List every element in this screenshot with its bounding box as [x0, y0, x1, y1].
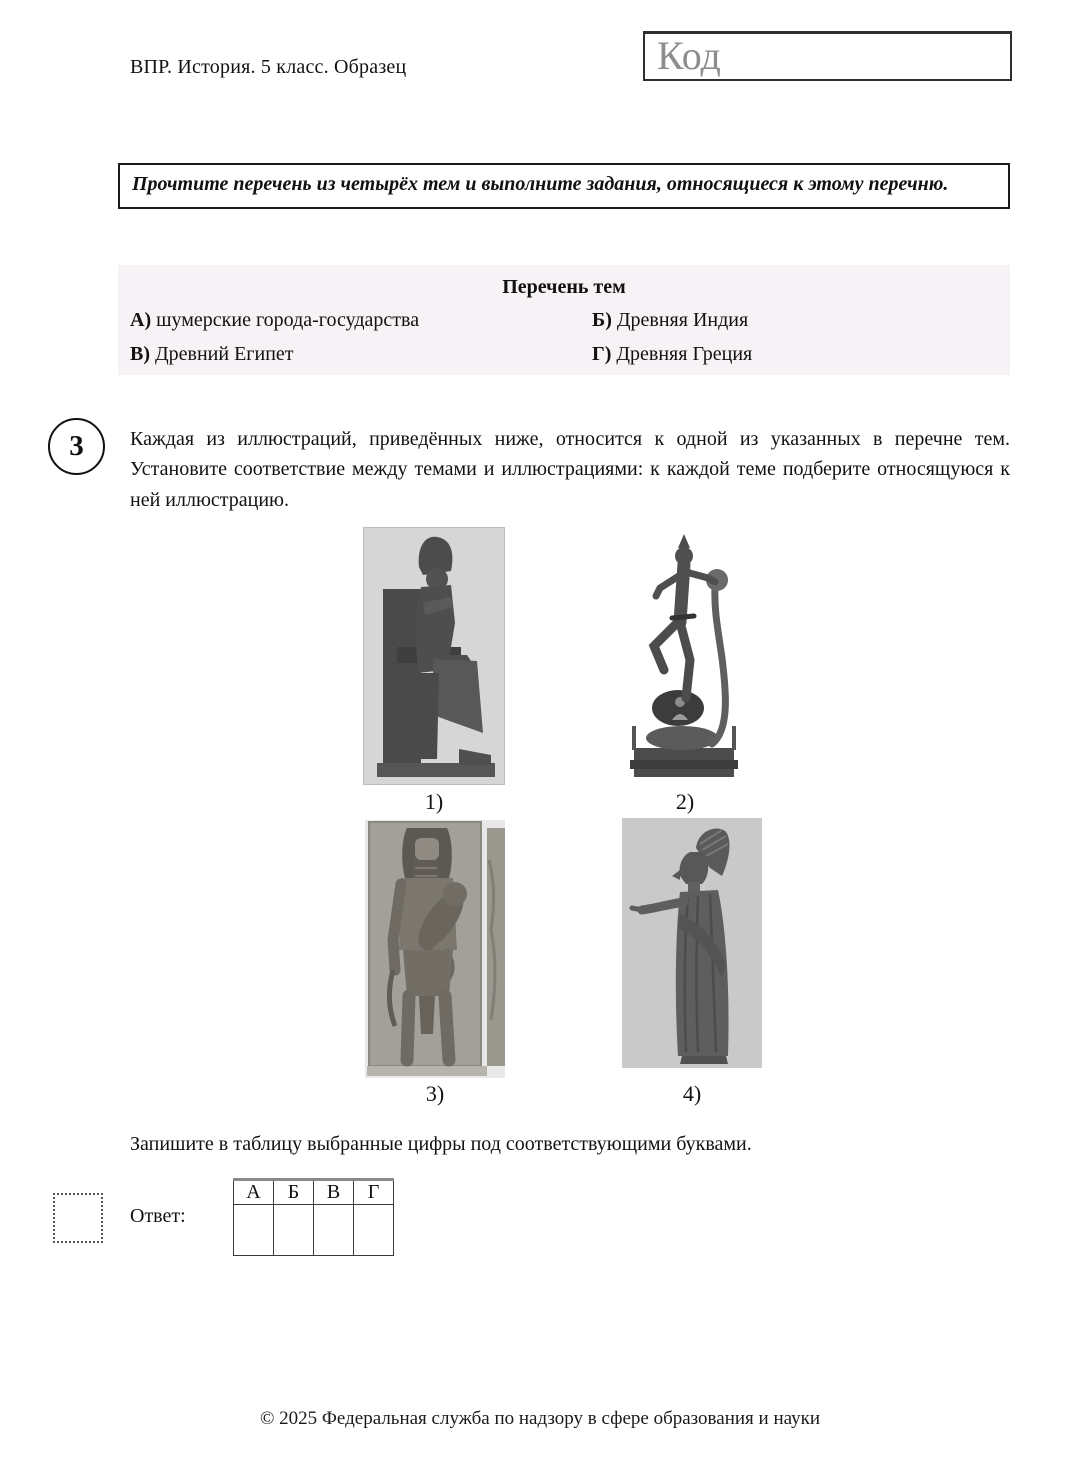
answer-table-header-row [234, 1180, 394, 1205]
answer-col-header-b: Б [274, 1180, 314, 1205]
copyright-footer: © 2025 Федеральная служба по надзору в сфере образования и науки [259, 1408, 820, 1429]
answer-cell-a[interactable] [234, 1205, 274, 1256]
answer-col-header-v: В [314, 1180, 354, 1205]
answer-col-header-a: А [234, 1180, 274, 1205]
answer-cell-g[interactable] [354, 1205, 394, 1256]
figure-3 [365, 820, 505, 1078]
mesopotamian-relief-hero-lion-image [365, 820, 505, 1078]
answer-table [233, 1178, 394, 1256]
topic-letter: Б) [592, 309, 612, 331]
figure-4-label: 4) [682, 1081, 702, 1106]
topics-grid [130, 309, 998, 366]
page-title: ВПР. История. 5 класс. Образец [130, 56, 407, 78]
figure-2 [620, 530, 750, 785]
topic-text: шумерские города-государства [156, 309, 420, 331]
topic-item-a [130, 309, 592, 332]
figure-2-label: 2) [675, 789, 695, 814]
figure-1-label: 1) [424, 789, 444, 814]
answer-cell-b[interactable] [274, 1205, 314, 1256]
figure-4 [622, 818, 762, 1078]
question-text: Каждая из иллюстраций, приведённых ниже, относится к одной из указанных в перечне тем. Установите соответствие между темами и иллюстрациями: к каждой теме подберите относящуюся к ней иллюстрацию. [130, 428, 1010, 511]
topic-item-g [592, 343, 998, 366]
topic-letter: А) [130, 309, 152, 331]
figure-3-label: 3) [425, 1081, 445, 1106]
topic-text: Древняя Индия [616, 309, 749, 331]
code-input-box[interactable] [643, 31, 1012, 81]
answer-label: Ответ: [130, 1205, 186, 1227]
topic-item-v [130, 343, 592, 366]
topic-letter: В) [130, 343, 150, 365]
topic-text: Древний Египет [155, 343, 294, 365]
code-box-label: Код [657, 33, 721, 78]
series-instruction-box [118, 163, 1010, 209]
answer-cell-v[interactable] [314, 1205, 354, 1256]
greek-athena-statue-image [622, 818, 762, 1078]
topic-text: Древняя Греция [616, 343, 753, 365]
question-number-badge [48, 418, 105, 475]
figure-1 [363, 527, 505, 785]
answer-table-input-row [234, 1205, 394, 1256]
topic-item-b [592, 309, 998, 332]
score-mark-box [53, 1193, 103, 1243]
answer-col-header-g: Г [354, 1180, 394, 1205]
question-number: 3 [69, 430, 84, 462]
topics-list-panel [118, 265, 1010, 375]
topic-letter: Г) [592, 343, 612, 365]
egyptian-seated-pharaoh-statue-image [363, 527, 505, 785]
topics-list-title: Перечень тем [502, 276, 626, 298]
write-answer-instruction: Запишите в таблицу выбранные цифры под соответствующими буквами. [130, 1133, 752, 1155]
indian-dancing-deity-statue-image [620, 530, 750, 785]
series-instruction-text: Прочтите перечень из четырёх тем и выполните задания, относящиеся к этому перечню. [132, 173, 949, 195]
